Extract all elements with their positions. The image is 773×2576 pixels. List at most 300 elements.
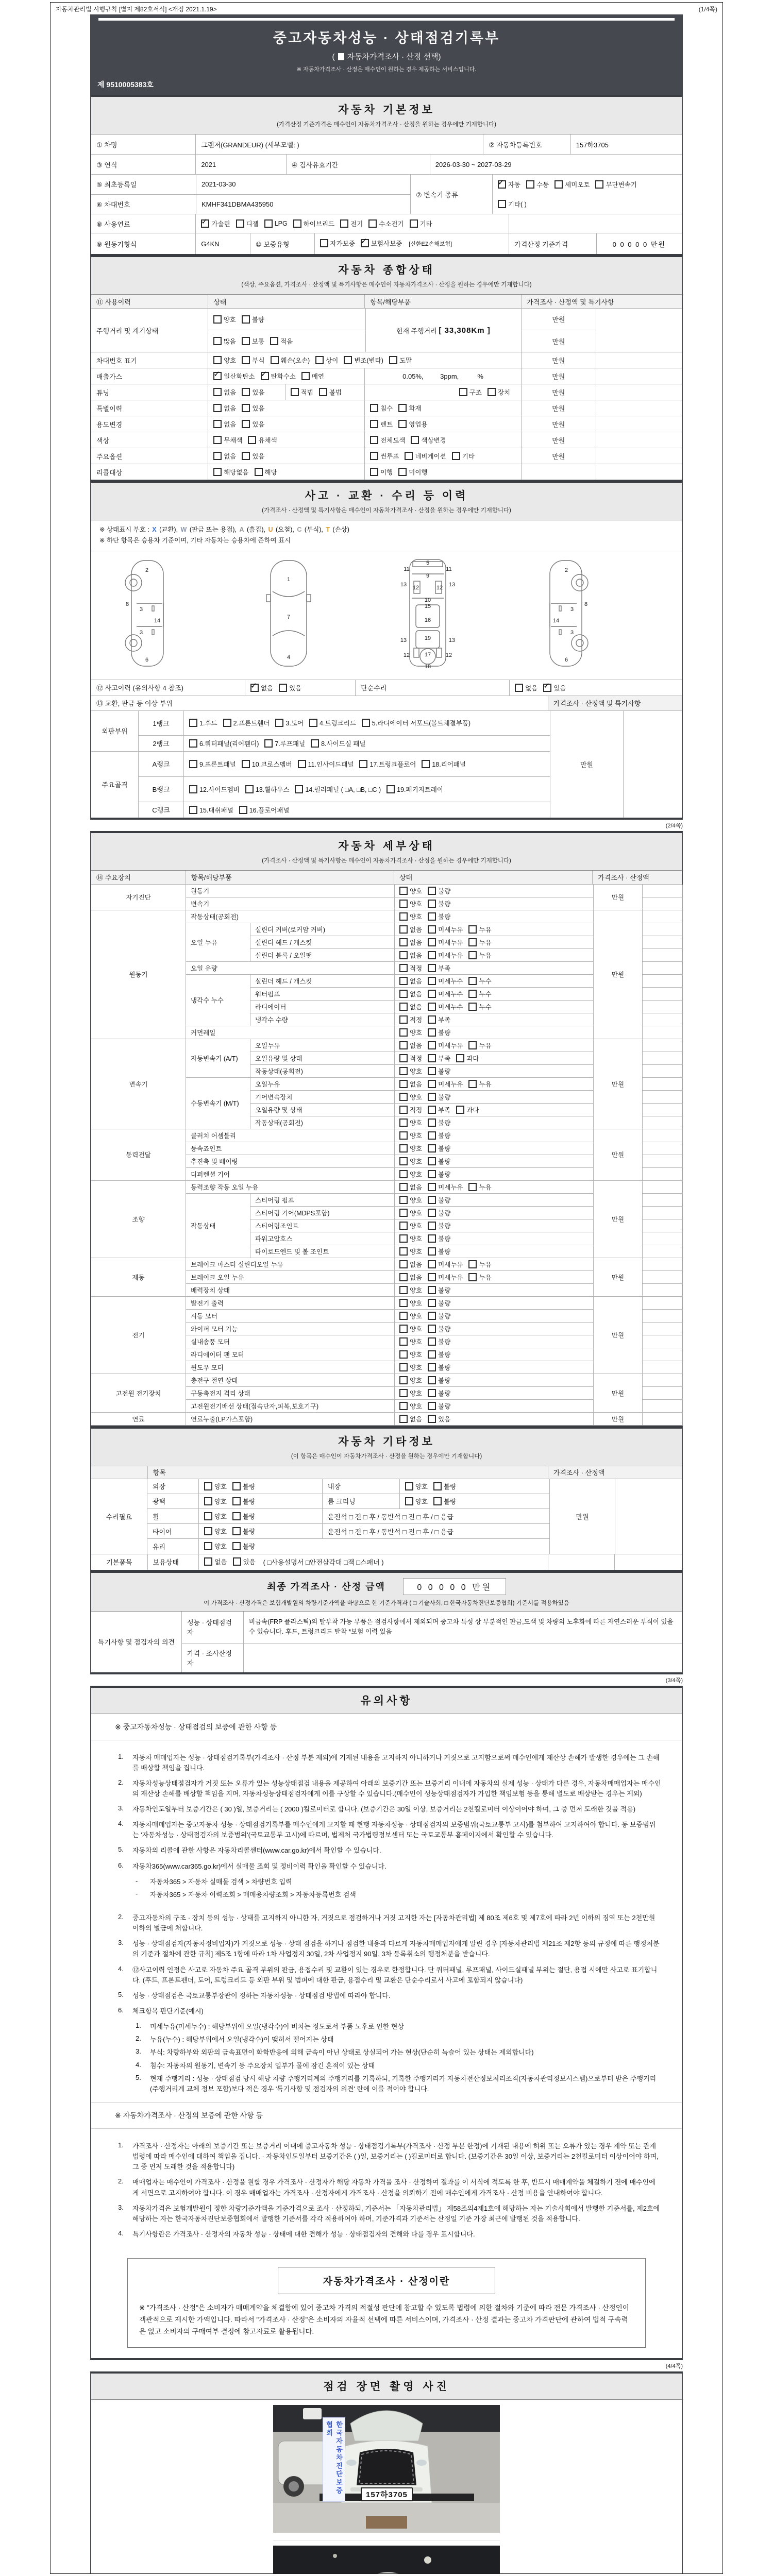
checkbox-option[interactable] xyxy=(264,739,305,748)
unchecked-checkbox-icon[interactable] xyxy=(291,388,299,396)
checkbox-option[interactable] xyxy=(452,451,475,461)
checkbox-option[interactable] xyxy=(428,1234,450,1243)
unchecked-checkbox-icon[interactable] xyxy=(368,219,377,228)
unchecked-checkbox-icon[interactable] xyxy=(399,1118,408,1127)
checkbox-option[interactable] xyxy=(498,180,520,189)
checkbox-option[interactable] xyxy=(386,785,443,794)
checkbox-option[interactable] xyxy=(233,1557,256,1566)
checkbox-option[interactable] xyxy=(428,1221,450,1230)
checkbox-option[interactable] xyxy=(242,419,264,429)
checkbox-option[interactable] xyxy=(399,1144,422,1153)
unchecked-checkbox-icon[interactable] xyxy=(370,436,378,444)
checkbox-option[interactable] xyxy=(370,451,399,461)
unchecked-checkbox-icon[interactable] xyxy=(399,1170,408,1178)
unchecked-checkbox-icon[interactable] xyxy=(399,912,408,921)
unchecked-checkbox-icon[interactable] xyxy=(320,239,328,247)
checked-checkbox-icon[interactable] xyxy=(498,180,506,189)
unchecked-checkbox-icon[interactable] xyxy=(370,452,378,460)
unchecked-checkbox-icon[interactable] xyxy=(399,951,408,959)
checkbox-option[interactable] xyxy=(399,1131,422,1140)
checkbox-option[interactable] xyxy=(213,371,255,381)
unchecked-checkbox-icon[interactable] xyxy=(239,806,247,814)
unchecked-checkbox-icon[interactable] xyxy=(398,404,407,412)
checkbox-option[interactable] xyxy=(459,387,482,397)
checked-checkbox-icon[interactable] xyxy=(201,219,209,228)
checkbox-option[interactable] xyxy=(361,239,402,248)
unchecked-checkbox-icon[interactable] xyxy=(242,452,250,460)
checkbox-option[interactable] xyxy=(428,1002,463,1011)
unchecked-checkbox-icon[interactable] xyxy=(399,1234,408,1243)
checkbox-option[interactable] xyxy=(428,1079,463,1089)
checkbox-option[interactable] xyxy=(399,1376,422,1385)
unchecked-checkbox-icon[interactable] xyxy=(189,785,197,793)
checkbox-option[interactable] xyxy=(399,1028,422,1037)
unchecked-checkbox-icon[interactable] xyxy=(428,1222,436,1230)
checkbox-option[interactable] xyxy=(370,403,393,413)
checkbox-option[interactable] xyxy=(242,355,264,365)
checkbox-option[interactable] xyxy=(398,419,427,429)
unchecked-checkbox-icon[interactable] xyxy=(595,180,603,189)
checkbox-option[interactable] xyxy=(232,1541,255,1551)
checkbox-option[interactable] xyxy=(595,180,636,189)
unchecked-checkbox-icon[interactable] xyxy=(468,938,477,946)
checkbox-option[interactable] xyxy=(399,925,422,934)
checkbox-option[interactable] xyxy=(428,1401,450,1411)
checked-checkbox-icon[interactable] xyxy=(261,372,269,380)
checked-checkbox-icon[interactable] xyxy=(213,372,222,380)
unchecked-checkbox-icon[interactable] xyxy=(399,1247,408,1256)
checkbox-option[interactable] xyxy=(428,1324,450,1333)
unchecked-checkbox-icon[interactable] xyxy=(242,420,250,428)
unchecked-checkbox-icon[interactable] xyxy=(428,900,436,908)
unchecked-checkbox-icon[interactable] xyxy=(515,684,523,692)
unchecked-checkbox-icon[interactable] xyxy=(433,1497,442,1505)
checkbox-option[interactable] xyxy=(232,1512,255,1521)
unchecked-checkbox-icon[interactable] xyxy=(255,468,263,476)
unchecked-checkbox-icon[interactable] xyxy=(399,1312,408,1320)
checkbox-option[interactable] xyxy=(399,1015,422,1024)
checkbox-option[interactable] xyxy=(245,785,290,794)
checkbox-option[interactable] xyxy=(242,387,264,397)
checkbox-option[interactable] xyxy=(468,938,491,947)
checkbox-option[interactable] xyxy=(399,1170,422,1179)
checkbox-option[interactable] xyxy=(428,1118,450,1127)
unchecked-checkbox-icon[interactable] xyxy=(242,388,250,396)
unchecked-checkbox-icon[interactable] xyxy=(468,925,477,934)
unchecked-checkbox-icon[interactable] xyxy=(399,1299,408,1307)
checkbox-option[interactable] xyxy=(428,1208,450,1217)
unchecked-checkbox-icon[interactable] xyxy=(242,315,250,324)
checkbox-option[interactable] xyxy=(250,683,273,692)
checkbox-option[interactable] xyxy=(428,1105,450,1114)
checkbox-option[interactable] xyxy=(320,239,355,248)
checkbox-option[interactable] xyxy=(428,938,463,947)
unchecked-checkbox-icon[interactable] xyxy=(405,1482,413,1490)
checkbox-option[interactable] xyxy=(204,1527,227,1536)
unchecked-checkbox-icon[interactable] xyxy=(295,785,303,793)
unchecked-checkbox-icon[interactable] xyxy=(399,1260,408,1268)
unchecked-checkbox-icon[interactable] xyxy=(488,388,496,396)
unchecked-checkbox-icon[interactable] xyxy=(204,1527,212,1535)
unchecked-checkbox-icon[interactable] xyxy=(428,1157,436,1165)
checkbox-option[interactable] xyxy=(399,1311,422,1320)
unchecked-checkbox-icon[interactable] xyxy=(245,785,254,793)
unchecked-checkbox-icon[interactable] xyxy=(399,1286,408,1294)
unchecked-checkbox-icon[interactable] xyxy=(386,785,395,793)
unchecked-checkbox-icon[interactable] xyxy=(468,1041,477,1049)
unchecked-checkbox-icon[interactable] xyxy=(270,337,278,345)
unchecked-checkbox-icon[interactable] xyxy=(428,925,436,934)
checkbox-option[interactable] xyxy=(428,1414,450,1423)
unchecked-checkbox-icon[interactable] xyxy=(468,1183,477,1191)
checkbox-option[interactable] xyxy=(189,739,259,748)
checkbox-option[interactable] xyxy=(368,219,404,228)
checkbox-option[interactable] xyxy=(428,886,450,895)
unchecked-checkbox-icon[interactable] xyxy=(468,1080,477,1088)
checkbox-option[interactable] xyxy=(428,1376,450,1385)
checkbox-option[interactable] xyxy=(456,1105,479,1114)
checkbox-option[interactable] xyxy=(213,387,236,397)
checkbox-option[interactable] xyxy=(295,785,381,794)
unchecked-checkbox-icon[interactable] xyxy=(468,1003,477,1011)
checkbox-option[interactable] xyxy=(428,1144,450,1153)
checkbox-option[interactable] xyxy=(399,1260,422,1269)
unchecked-checkbox-icon[interactable] xyxy=(498,200,506,208)
checkbox-option[interactable] xyxy=(359,759,416,769)
checkbox-option[interactable] xyxy=(428,951,463,960)
checkbox-option[interactable] xyxy=(204,1541,227,1551)
unchecked-checkbox-icon[interactable] xyxy=(428,1209,436,1217)
checkbox-option[interactable] xyxy=(428,1066,450,1076)
unchecked-checkbox-icon[interactable] xyxy=(309,719,317,727)
checkbox-option[interactable] xyxy=(213,419,236,429)
checkbox-option[interactable] xyxy=(526,180,549,189)
checkbox-option[interactable] xyxy=(399,1066,422,1076)
unchecked-checkbox-icon[interactable] xyxy=(456,1106,464,1114)
unchecked-checkbox-icon[interactable] xyxy=(428,1003,436,1011)
checkbox-option[interactable] xyxy=(399,1002,422,1011)
checkbox-option[interactable] xyxy=(428,1015,450,1024)
unchecked-checkbox-icon[interactable] xyxy=(242,356,250,364)
checkbox-option[interactable] xyxy=(204,1512,227,1521)
checkbox-option[interactable] xyxy=(370,435,405,445)
unchecked-checkbox-icon[interactable] xyxy=(370,420,378,428)
checkbox-option[interactable] xyxy=(399,938,422,947)
checkbox-option[interactable] xyxy=(242,759,292,769)
checkbox-option[interactable] xyxy=(344,355,383,365)
checkbox-option[interactable] xyxy=(468,1079,491,1089)
unchecked-checkbox-icon[interactable] xyxy=(189,760,197,768)
unchecked-checkbox-icon[interactable] xyxy=(399,1054,408,1062)
checkbox-option[interactable] xyxy=(309,718,356,727)
checkbox-option[interactable] xyxy=(399,1285,422,1295)
unchecked-checkbox-icon[interactable] xyxy=(428,1376,436,1384)
unchecked-checkbox-icon[interactable] xyxy=(428,887,436,895)
unchecked-checkbox-icon[interactable] xyxy=(468,1273,477,1281)
unchecked-checkbox-icon[interactable] xyxy=(456,1054,464,1062)
unchecked-checkbox-icon[interactable] xyxy=(204,1557,212,1566)
unchecked-checkbox-icon[interactable] xyxy=(213,337,222,345)
checkbox-option[interactable] xyxy=(399,1092,422,1101)
unchecked-checkbox-icon[interactable] xyxy=(468,977,477,985)
checkbox-option[interactable] xyxy=(428,1054,450,1063)
unchecked-checkbox-icon[interactable] xyxy=(433,1482,442,1490)
unchecked-checkbox-icon[interactable] xyxy=(428,1170,436,1178)
unchecked-checkbox-icon[interactable] xyxy=(399,1363,408,1371)
unchecked-checkbox-icon[interactable] xyxy=(428,1131,436,1140)
checkbox-option[interactable] xyxy=(428,976,463,986)
checkbox-option[interactable] xyxy=(456,1054,479,1063)
unchecked-checkbox-icon[interactable] xyxy=(399,925,408,934)
unchecked-checkbox-icon[interactable] xyxy=(428,912,436,921)
unchecked-checkbox-icon[interactable] xyxy=(275,719,283,727)
checkbox-option[interactable] xyxy=(428,963,450,973)
unchecked-checkbox-icon[interactable] xyxy=(399,1209,408,1217)
unchecked-checkbox-icon[interactable] xyxy=(428,1389,436,1397)
checkbox-option[interactable] xyxy=(428,1028,450,1037)
checkbox-option[interactable] xyxy=(370,467,393,477)
unchecked-checkbox-icon[interactable] xyxy=(213,420,222,428)
checkbox-option[interactable] xyxy=(213,336,236,346)
unchecked-checkbox-icon[interactable] xyxy=(398,420,407,428)
unchecked-checkbox-icon[interactable] xyxy=(399,964,408,972)
unchecked-checkbox-icon[interactable] xyxy=(204,1497,212,1505)
checkbox-option[interactable] xyxy=(271,355,310,365)
unchecked-checkbox-icon[interactable] xyxy=(410,219,418,228)
unchecked-checkbox-icon[interactable] xyxy=(232,1542,241,1550)
checkbox-option[interactable] xyxy=(242,403,264,413)
unchecked-checkbox-icon[interactable] xyxy=(242,760,250,768)
unchecked-checkbox-icon[interactable] xyxy=(204,1512,212,1520)
unchecked-checkbox-icon[interactable] xyxy=(428,1067,436,1075)
checkbox-option[interactable] xyxy=(398,403,421,413)
unchecked-checkbox-icon[interactable] xyxy=(189,806,197,814)
checkbox-option[interactable] xyxy=(428,1131,450,1140)
checkbox-option[interactable] xyxy=(468,989,491,998)
unchecked-checkbox-icon[interactable] xyxy=(213,315,222,324)
unchecked-checkbox-icon[interactable] xyxy=(399,977,408,985)
unchecked-checkbox-icon[interactable] xyxy=(293,219,301,228)
unchecked-checkbox-icon[interactable] xyxy=(399,1041,408,1049)
unchecked-checkbox-icon[interactable] xyxy=(399,1144,408,1153)
checkbox-option[interactable] xyxy=(279,683,301,692)
unchecked-checkbox-icon[interactable] xyxy=(204,1542,212,1550)
unchecked-checkbox-icon[interactable] xyxy=(399,900,408,908)
checkbox-option[interactable] xyxy=(399,1079,422,1089)
unchecked-checkbox-icon[interactable] xyxy=(428,1299,436,1307)
unchecked-checkbox-icon[interactable] xyxy=(428,1028,436,1037)
checkbox-option[interactable] xyxy=(468,925,491,934)
checkbox-option[interactable] xyxy=(428,1298,450,1308)
unchecked-checkbox-icon[interactable] xyxy=(468,990,477,998)
unchecked-checkbox-icon[interactable] xyxy=(399,1196,408,1204)
unchecked-checkbox-icon[interactable] xyxy=(399,1222,408,1230)
checkbox-option[interactable] xyxy=(399,976,422,986)
checkbox-option[interactable] xyxy=(362,718,470,727)
unchecked-checkbox-icon[interactable] xyxy=(554,180,563,189)
checkbox-option[interactable] xyxy=(405,451,446,461)
unchecked-checkbox-icon[interactable] xyxy=(399,1376,408,1384)
unchecked-checkbox-icon[interactable] xyxy=(189,719,197,727)
unchecked-checkbox-icon[interactable] xyxy=(399,1415,408,1423)
checkbox-option[interactable] xyxy=(213,451,236,461)
checked-checkbox-icon[interactable] xyxy=(543,684,551,692)
checkbox-option[interactable] xyxy=(223,718,270,727)
checkbox-option[interactable] xyxy=(468,1273,491,1282)
checkbox-option[interactable] xyxy=(399,912,422,921)
checkbox-option[interactable] xyxy=(399,886,422,895)
unchecked-checkbox-icon[interactable] xyxy=(428,1093,436,1101)
checkbox-option[interactable] xyxy=(405,1497,428,1506)
unchecked-checkbox-icon[interactable] xyxy=(315,356,324,364)
checkbox-option[interactable] xyxy=(399,1234,422,1243)
checkbox-option[interactable] xyxy=(398,467,427,477)
unchecked-checkbox-icon[interactable] xyxy=(398,468,407,476)
unchecked-checkbox-icon[interactable] xyxy=(213,388,222,396)
unchecked-checkbox-icon[interactable] xyxy=(399,990,408,998)
checkbox-option[interactable] xyxy=(399,1388,422,1398)
checkbox-option[interactable] xyxy=(232,1482,255,1491)
checkbox-option[interactable] xyxy=(543,683,566,692)
unchecked-checkbox-icon[interactable] xyxy=(264,219,273,228)
checkbox-option[interactable] xyxy=(319,387,342,397)
checkbox-option[interactable] xyxy=(428,1350,450,1359)
checkbox-option[interactable] xyxy=(315,355,338,365)
unchecked-checkbox-icon[interactable] xyxy=(319,388,327,396)
unchecked-checkbox-icon[interactable] xyxy=(189,739,197,748)
checkbox-option[interactable] xyxy=(515,683,537,692)
unchecked-checkbox-icon[interactable] xyxy=(399,1337,408,1346)
checkbox-option[interactable] xyxy=(428,1247,450,1256)
checkbox-option[interactable] xyxy=(213,355,236,365)
unchecked-checkbox-icon[interactable] xyxy=(399,1067,408,1075)
unchecked-checkbox-icon[interactable] xyxy=(452,452,460,460)
unchecked-checkbox-icon[interactable] xyxy=(232,1497,241,1505)
unchecked-checkbox-icon[interactable] xyxy=(233,1557,241,1566)
unchecked-checkbox-icon[interactable] xyxy=(428,1415,436,1423)
checkbox-option[interactable] xyxy=(428,1157,450,1166)
checked-checkbox-icon[interactable] xyxy=(361,239,369,247)
unchecked-checkbox-icon[interactable] xyxy=(213,436,222,444)
checkbox-option[interactable] xyxy=(399,963,422,973)
checkbox-option[interactable] xyxy=(411,435,446,445)
checkbox-option[interactable] xyxy=(204,1557,227,1566)
checkbox-option[interactable] xyxy=(433,1497,456,1506)
checkbox-option[interactable] xyxy=(213,467,248,477)
unchecked-checkbox-icon[interactable] xyxy=(242,404,250,412)
checkbox-option[interactable] xyxy=(189,718,217,727)
unchecked-checkbox-icon[interactable] xyxy=(399,1028,408,1037)
checkbox-option[interactable] xyxy=(428,899,450,908)
checkbox-option[interactable] xyxy=(213,403,236,413)
unchecked-checkbox-icon[interactable] xyxy=(370,468,378,476)
checkbox-option[interactable] xyxy=(213,435,242,445)
checkbox-option[interactable] xyxy=(405,1482,428,1491)
checkbox-option[interactable] xyxy=(204,1497,227,1506)
unchecked-checkbox-icon[interactable] xyxy=(428,951,436,959)
unchecked-checkbox-icon[interactable] xyxy=(399,1015,408,1024)
unchecked-checkbox-icon[interactable] xyxy=(399,1273,408,1281)
checkbox-option[interactable] xyxy=(311,739,365,748)
checkbox-option[interactable] xyxy=(428,925,463,934)
checkbox-option[interactable] xyxy=(428,1182,463,1192)
unchecked-checkbox-icon[interactable] xyxy=(428,1312,436,1320)
unchecked-checkbox-icon[interactable] xyxy=(232,1482,241,1490)
checkbox-option[interactable] xyxy=(275,718,304,727)
checkbox-option[interactable] xyxy=(399,1182,422,1192)
unchecked-checkbox-icon[interactable] xyxy=(399,1389,408,1397)
checkbox-option[interactable] xyxy=(428,1273,463,1282)
unchecked-checkbox-icon[interactable] xyxy=(399,1080,408,1088)
unchecked-checkbox-icon[interactable] xyxy=(428,977,436,985)
checkbox-option[interactable] xyxy=(410,219,432,228)
checkbox-option[interactable] xyxy=(498,199,527,209)
unchecked-checkbox-icon[interactable] xyxy=(264,739,273,748)
unchecked-checkbox-icon[interactable] xyxy=(428,1273,436,1281)
checkbox-option[interactable] xyxy=(399,1401,422,1411)
checkbox-option[interactable] xyxy=(291,387,313,397)
checkbox-option[interactable] xyxy=(468,1260,491,1269)
unchecked-checkbox-icon[interactable] xyxy=(428,1247,436,1256)
checkbox-option[interactable] xyxy=(261,371,296,381)
unchecked-checkbox-icon[interactable] xyxy=(459,388,467,396)
unchecked-checkbox-icon[interactable] xyxy=(428,1402,436,1410)
checkbox-option[interactable] xyxy=(399,1337,422,1346)
checkbox-option[interactable] xyxy=(399,1298,422,1308)
checkbox-option[interactable] xyxy=(399,1208,422,1217)
checkbox-option[interactable] xyxy=(248,435,277,445)
checkbox-option[interactable] xyxy=(422,759,466,769)
checkbox-option[interactable] xyxy=(399,1414,422,1423)
unchecked-checkbox-icon[interactable] xyxy=(359,760,367,768)
checkbox-option[interactable] xyxy=(428,1285,450,1295)
unchecked-checkbox-icon[interactable] xyxy=(428,1363,436,1371)
unchecked-checkbox-icon[interactable] xyxy=(223,719,231,727)
checkbox-option[interactable] xyxy=(232,1527,255,1536)
checkbox-option[interactable] xyxy=(399,899,422,908)
unchecked-checkbox-icon[interactable] xyxy=(213,452,222,460)
unchecked-checkbox-icon[interactable] xyxy=(428,1286,436,1294)
unchecked-checkbox-icon[interactable] xyxy=(399,1157,408,1165)
checkbox-option[interactable] xyxy=(428,1363,450,1372)
unchecked-checkbox-icon[interactable] xyxy=(399,1093,408,1101)
checkbox-option[interactable] xyxy=(242,451,264,461)
checkbox-option[interactable] xyxy=(189,785,240,794)
checkbox-option[interactable] xyxy=(428,912,450,921)
checkbox-option[interactable] xyxy=(370,419,393,429)
unchecked-checkbox-icon[interactable] xyxy=(428,1350,436,1359)
unchecked-checkbox-icon[interactable] xyxy=(428,1337,436,1346)
checkbox-option[interactable] xyxy=(399,1041,422,1050)
checkbox-option[interactable] xyxy=(554,180,590,189)
checkbox-option[interactable] xyxy=(340,219,363,228)
checkbox-option[interactable] xyxy=(189,759,236,769)
checkbox-option[interactable] xyxy=(428,1041,463,1050)
checkbox-option[interactable] xyxy=(399,1363,422,1372)
unchecked-checkbox-icon[interactable] xyxy=(428,1080,436,1088)
checkbox-option[interactable] xyxy=(428,1170,450,1179)
unchecked-checkbox-icon[interactable] xyxy=(428,1144,436,1153)
unchecked-checkbox-icon[interactable] xyxy=(340,219,348,228)
unchecked-checkbox-icon[interactable] xyxy=(344,356,352,364)
checkbox-option[interactable] xyxy=(298,759,354,769)
unchecked-checkbox-icon[interactable] xyxy=(428,1118,436,1127)
checkbox-option[interactable] xyxy=(270,336,293,346)
unchecked-checkbox-icon[interactable] xyxy=(298,760,306,768)
unchecked-checkbox-icon[interactable] xyxy=(279,684,287,692)
unchecked-checkbox-icon[interactable] xyxy=(526,180,534,189)
checkbox-option[interactable] xyxy=(399,1105,422,1114)
